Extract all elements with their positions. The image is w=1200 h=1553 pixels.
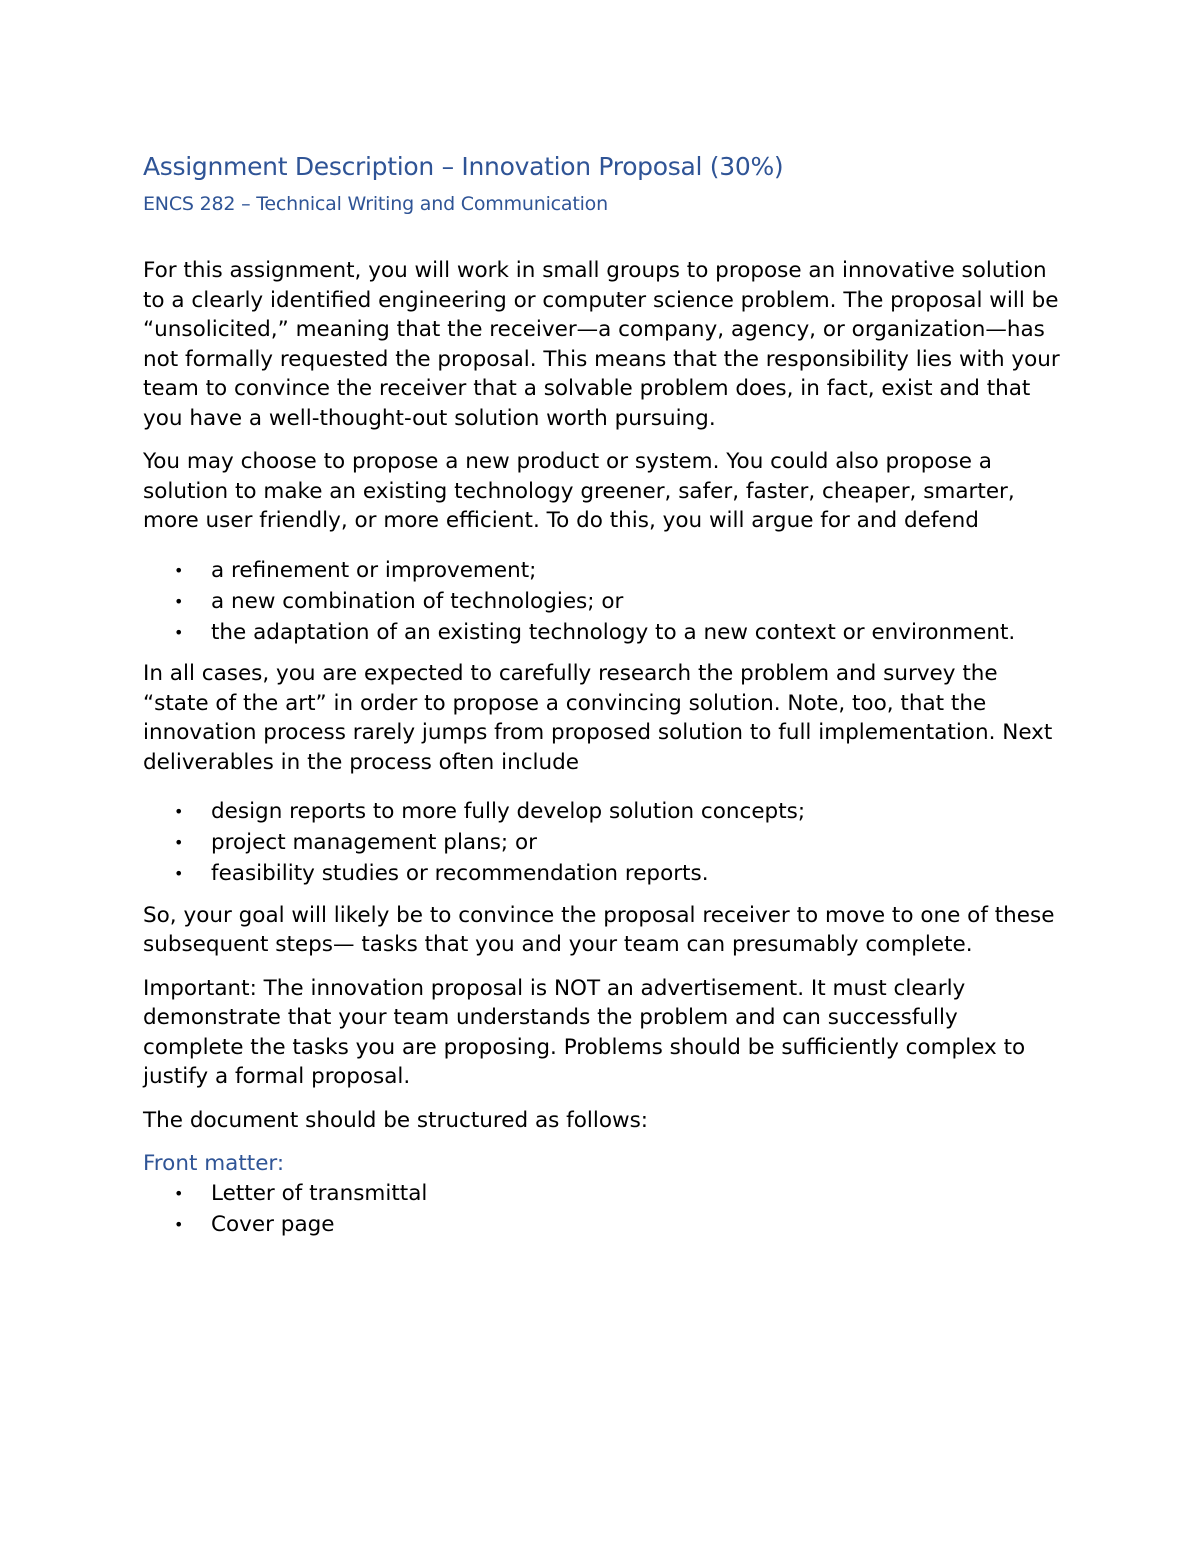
list-item-text: project management plans; or bbox=[211, 830, 538, 855]
paragraph-research: In all cases, you are expected to carefully research the problem and survey the “state of the art” in order to propose a convincing solution. Note, too, that the innovation process rarely jumps from proposed solution to full implementation. Next deliverables in the process often include bbox=[143, 661, 1053, 775]
bullet-list-deliverables bbox=[143, 797, 1063, 889]
paragraph-important: Important: The innovation proposal is NOT an advertisement. It must clearly demonstrate that your team understands the problem and can successfully complete the tasks you are proposing. Problems should be sufficiently complex to justify a formal proposal. bbox=[143, 975, 1026, 1089]
list-item bbox=[143, 828, 1063, 858]
bullet-icon: • bbox=[174, 1214, 184, 1234]
bullet-icon: • bbox=[174, 864, 184, 883]
list-item-text: feasibility studies or recommendation reports. bbox=[211, 861, 709, 886]
list-item bbox=[143, 797, 1063, 827]
document-subtitle: ENCS 282 – Technical Writing and Communication bbox=[143, 193, 608, 215]
list-item bbox=[143, 618, 1063, 648]
list-item-text: a new combination of technologies; or bbox=[211, 588, 624, 614]
list-item bbox=[143, 1210, 1063, 1240]
document-title: Assignment Description – Innovation Proposal (30%) bbox=[143, 152, 784, 181]
bullet-icon: • bbox=[174, 622, 184, 642]
list-item-text: the adaptation of an existing technology to a new context or environment. bbox=[211, 619, 1016, 645]
paragraph-choose: You may choose to propose a new product or system. You could also propose a solution to make an existing technology greener, safer, faster, cheaper, smarter, more user friendly, or more efficient. To do this, you will argue for and defend bbox=[143, 449, 1015, 533]
bullet-icon: • bbox=[174, 1183, 184, 1203]
bullet-icon: • bbox=[174, 591, 184, 611]
list-item-text: Cover page bbox=[211, 1211, 335, 1237]
paragraph-structure: The document should be structured as follows: bbox=[143, 1107, 649, 1133]
bullet-icon: • bbox=[174, 833, 184, 852]
paragraph-intro: For this assignment, you will work in small groups to propose an innovative solution to a clearly identified engineering or computer science problem. The proposal will be “unsolicited,” meaning that the receiver—a company, agency, or organization—has not formally requested the proposal. This means that the responsibility lies with your team to convince the receiver that a solvable problem does, in fact, exist and that you have a well-thought-out solution worth pursuing. bbox=[143, 258, 1060, 431]
list-item-text: a refinement or improvement; bbox=[211, 557, 537, 583]
document-page bbox=[143, 150, 1063, 1251]
bullet-icon: • bbox=[174, 802, 184, 821]
list-item-text: design reports to more fully develop solution concepts; bbox=[211, 799, 806, 824]
bullet-list-options bbox=[143, 556, 1063, 648]
paragraph-goal: So, your goal will likely be to convince the proposal receiver to move to one of these subsequent steps— tasks that you and your team can presumably complete. bbox=[143, 902, 1055, 957]
bullet-list-front-matter bbox=[143, 1179, 1063, 1240]
list-item bbox=[143, 859, 1063, 889]
list-item-text: Letter of transmittal bbox=[211, 1180, 428, 1206]
list-item bbox=[143, 1179, 1063, 1209]
front-matter-heading: Front matter: bbox=[143, 1151, 285, 1176]
bullet-icon: • bbox=[174, 560, 184, 580]
list-item bbox=[143, 587, 1063, 617]
list-item bbox=[143, 556, 1063, 586]
